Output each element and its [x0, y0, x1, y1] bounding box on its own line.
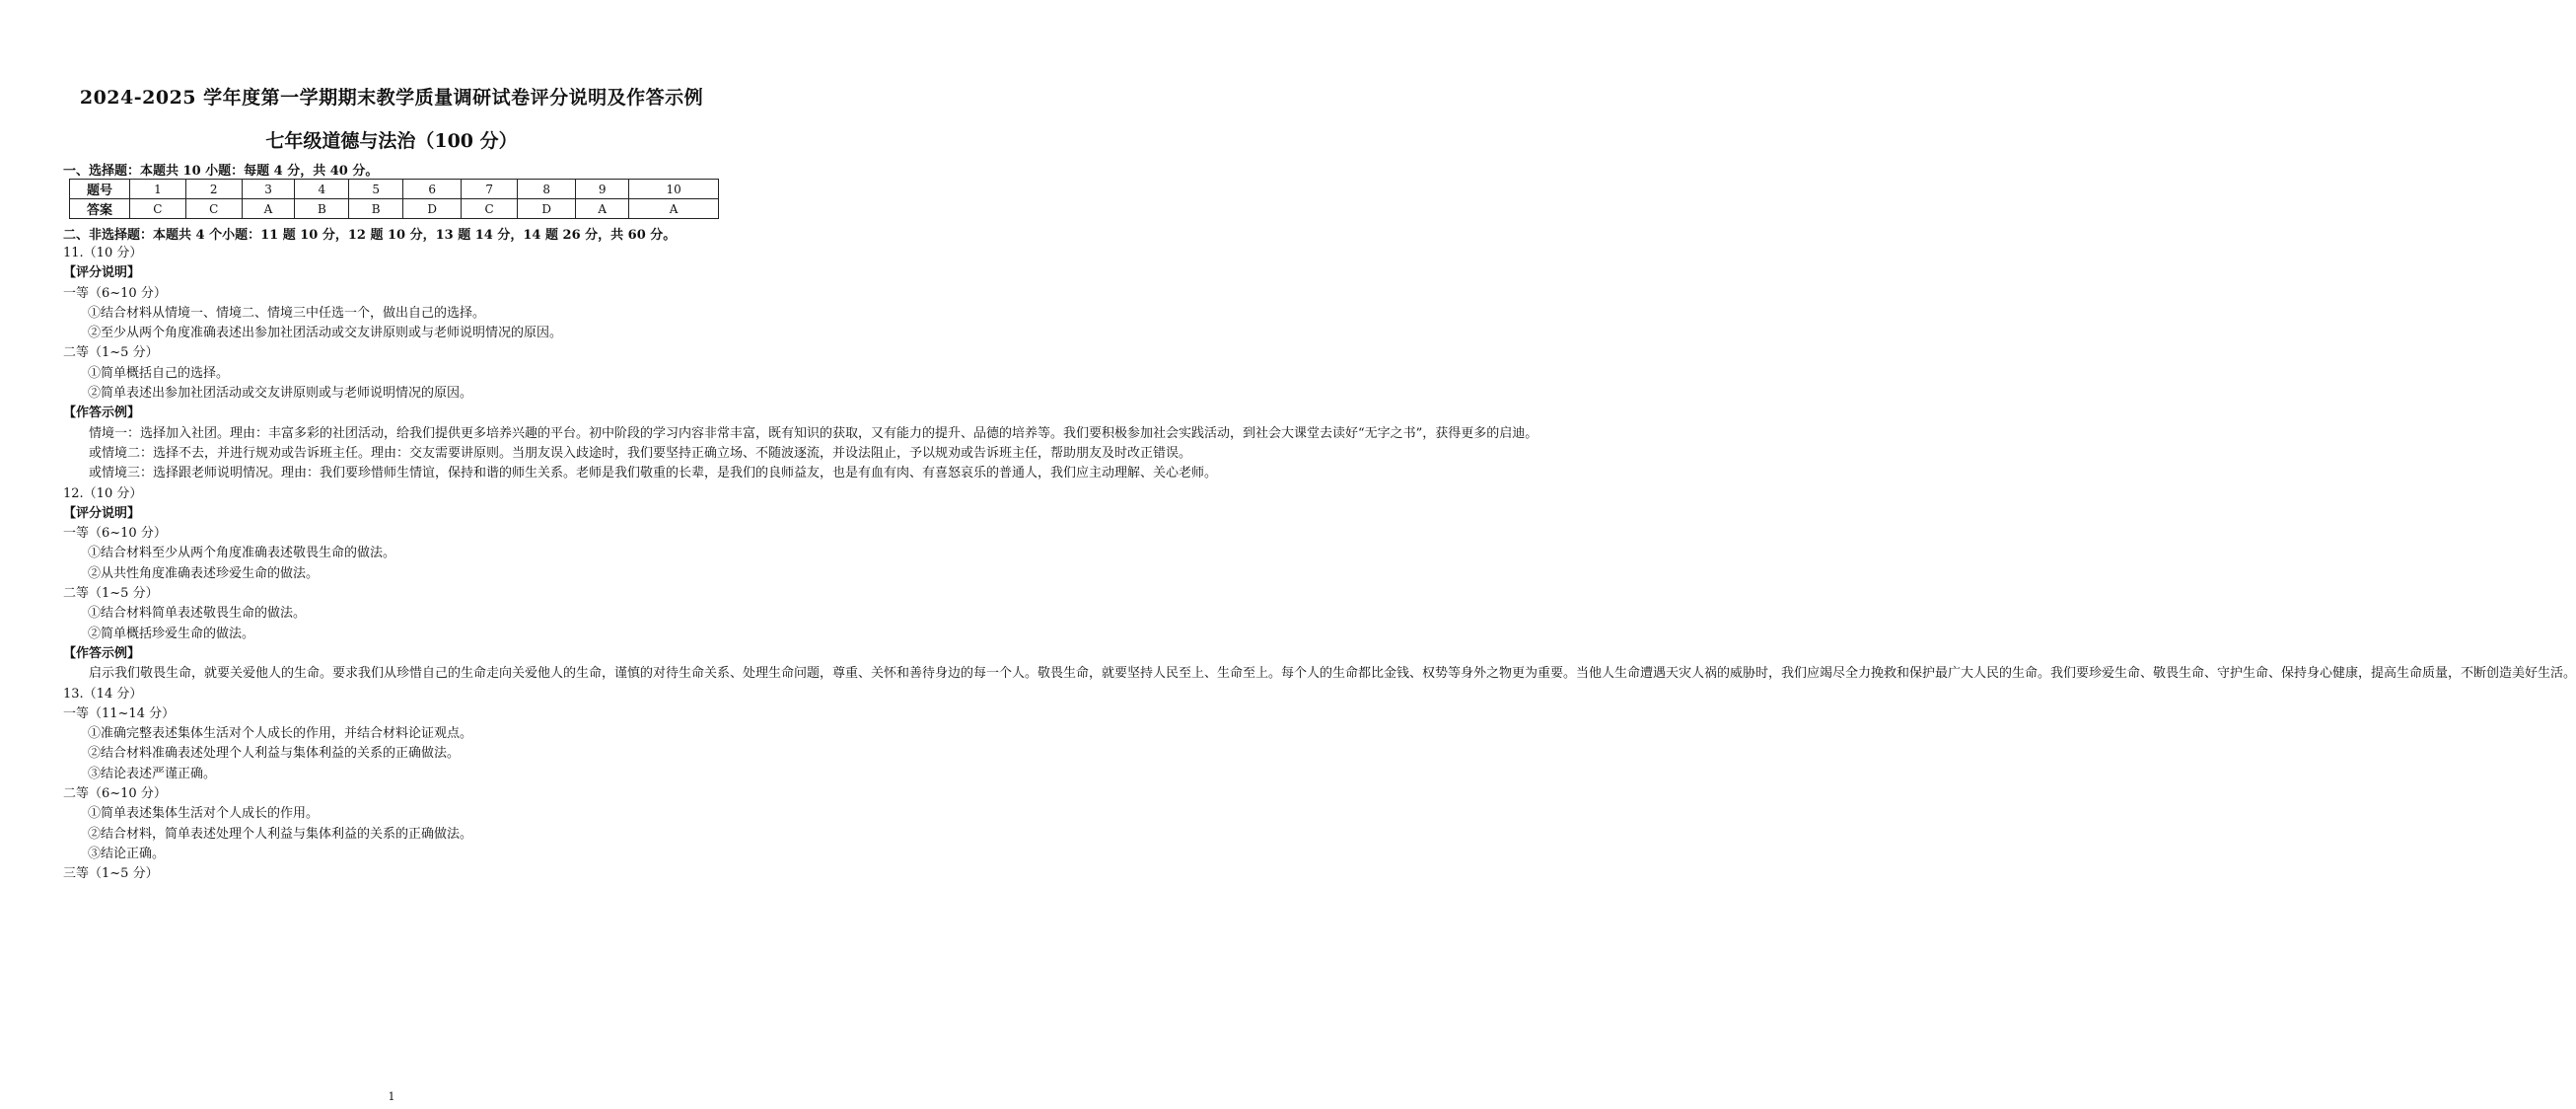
question-number-cell: 4	[295, 180, 349, 199]
question-number-cell: 6	[403, 180, 462, 199]
content-line: 12.（10 分）	[63, 485, 143, 501]
page-number: 1	[388, 1090, 395, 1103]
answer-table-answer-row	[70, 199, 719, 219]
table-header-number: 题号	[70, 180, 130, 199]
content-line: ②至少从两个角度准确表述出参加社团活动或交友讲原则或与老师说明情况的原因。	[88, 326, 563, 341]
content-line: 二等（6~10 分）	[63, 786, 167, 802]
content-line: 二等（1~5 分）	[63, 345, 159, 361]
content-line: 一等（6~10 分）	[63, 285, 167, 301]
content-line: ②结合材料准确表述处理个人利益与集体利益的关系的正确做法。	[88, 746, 461, 762]
section-heading-non-choice: 二、非选择题：本题共 4 个小题：11 题 10 分，12 题 10 分，13 题 14 分，14 题 26 分，共 60 分。	[63, 228, 677, 243]
content-line: 11.（10 分）	[63, 246, 143, 260]
content-line: 三等（1~5 分）	[63, 866, 159, 882]
answer-cell: C	[185, 199, 242, 219]
answer-cell: C	[462, 199, 518, 219]
answer-example-paragraph: 情境一：选择加入社团。理由：丰富多彩的社团活动，给我们提供更多培养兴趣的平台。初中阶段的学习内容非常丰富，既有知识的获取，又有能力的提升、品德的培养等。我们要积极参加社会实践活动，到社会大课堂去读好“无字之书”，获得更多的启迪。	[89, 425, 1538, 441]
question-number-cell: 2	[185, 180, 242, 199]
content-line: 一等（6~10 分）	[63, 526, 167, 542]
answer-example-paragraph: 启示我们敬畏生命，就要关爱他人的生命。要求我们从珍惜自己的生命走向关爱他人的生命，谨慎的对待生命关系、处理生命问题，尊重、关怀和善待身边的每一个人。敬畏生命，就要坚持人民至上、生命至上。每个人的生命都比金钱、权势等身外之物更为重要。当他人生命遭遇天灾人祸的威胁时，我们应竭尽全力挽救和保护最广大人民的生命。我们要珍爱生命、敬畏生命、守护生命、保持身心健康，提高生命质量，不断创造美好生活。	[89, 666, 2576, 682]
question-number-cell: 7	[462, 180, 518, 199]
content-line: 一等（11~14 分）	[63, 705, 176, 721]
content-line: ②简单概括珍爱生命的做法。	[88, 626, 255, 641]
answer-cell: C	[130, 199, 186, 219]
question-number-cell: 3	[242, 180, 295, 199]
content-line: ①简单概括自己的选择。	[88, 365, 230, 381]
bracket-heading: 【评分说明】	[63, 505, 141, 521]
content-line: 13.（14 分）	[63, 686, 143, 702]
content-line: ②从共性角度准确表述珍爱生命的做法。	[88, 565, 320, 581]
answer-example-paragraph: 或情境三：选择跟老师说明情况。理由：我们要珍惜师生情谊，保持和谐的师生关系。老师是我们敬重的长辈，是我们的良师益友，也是有血有肉、有喜怒哀乐的普通人，我们应主动理解、关心老师。	[89, 466, 1218, 481]
answer-table	[69, 179, 719, 219]
answer-cell: A	[576, 199, 629, 219]
answer-cell: B	[349, 199, 403, 219]
bracket-heading: 【作答示例】	[63, 645, 141, 661]
answer-cell: D	[518, 199, 576, 219]
question-number-cell: 9	[576, 180, 629, 199]
section-heading-choice: 一、选择题：本题共 10 小题：每题 4 分，共 40 分。	[63, 164, 379, 179]
content-line: ①准确完整表述集体生活对个人成长的作用，并结合材料论证观点。	[88, 726, 473, 742]
document-title: 2024-2025 学年度第一学期期末教学质量调研试卷评分说明及作答示例	[79, 87, 704, 109]
question-number-cell: 5	[349, 180, 403, 199]
answer-cell: A	[629, 199, 719, 219]
content-line: ②结合材料，简单表述处理个人利益与集体利益的关系的正确做法。	[88, 826, 473, 842]
scoring-content	[63, 244, 2576, 885]
content-line: 二等（1~5 分）	[63, 586, 159, 602]
content-line: ③结论表述严谨正确。	[88, 766, 217, 781]
answer-cell: D	[403, 199, 462, 219]
bracket-heading: 【作答示例】	[63, 406, 141, 421]
answer-table-number-row	[70, 180, 719, 199]
question-number-cell: 10	[629, 180, 719, 199]
question-number-cell: 1	[130, 180, 186, 199]
question-number-cell: 8	[518, 180, 576, 199]
content-line: ①结合材料从情境一、情境二、情境三中任选一个，做出自己的选择。	[88, 305, 486, 321]
content-line: ①结合材料至少从两个角度准确表述敬畏生命的做法。	[88, 546, 396, 561]
table-header-answer: 答案	[70, 199, 130, 219]
answer-cell: B	[295, 199, 349, 219]
answer-example-paragraph: 或情境二：选择不去，并进行规劝或告诉班主任。理由：交友需要讲原则。当朋友误入歧途时，我们要坚持正确立场、不随波逐流，并设法阻止，予以规劝或告诉班主任，帮助朋友及时改正错误。	[89, 445, 1192, 461]
content-line: ①简单表述集体生活对个人成长的作用。	[88, 806, 320, 822]
content-line: ③结论正确。	[88, 846, 166, 861]
bracket-heading: 【评分说明】	[63, 265, 141, 281]
content-line: ②简单表述出参加社团活动或交友讲原则或与老师说明情况的原因。	[88, 386, 473, 402]
answer-cell: A	[242, 199, 295, 219]
document-subtitle: 七年级道德与法治（100 分）	[265, 130, 518, 152]
content-line: ①结合材料简单表述敬畏生命的做法。	[88, 606, 307, 622]
